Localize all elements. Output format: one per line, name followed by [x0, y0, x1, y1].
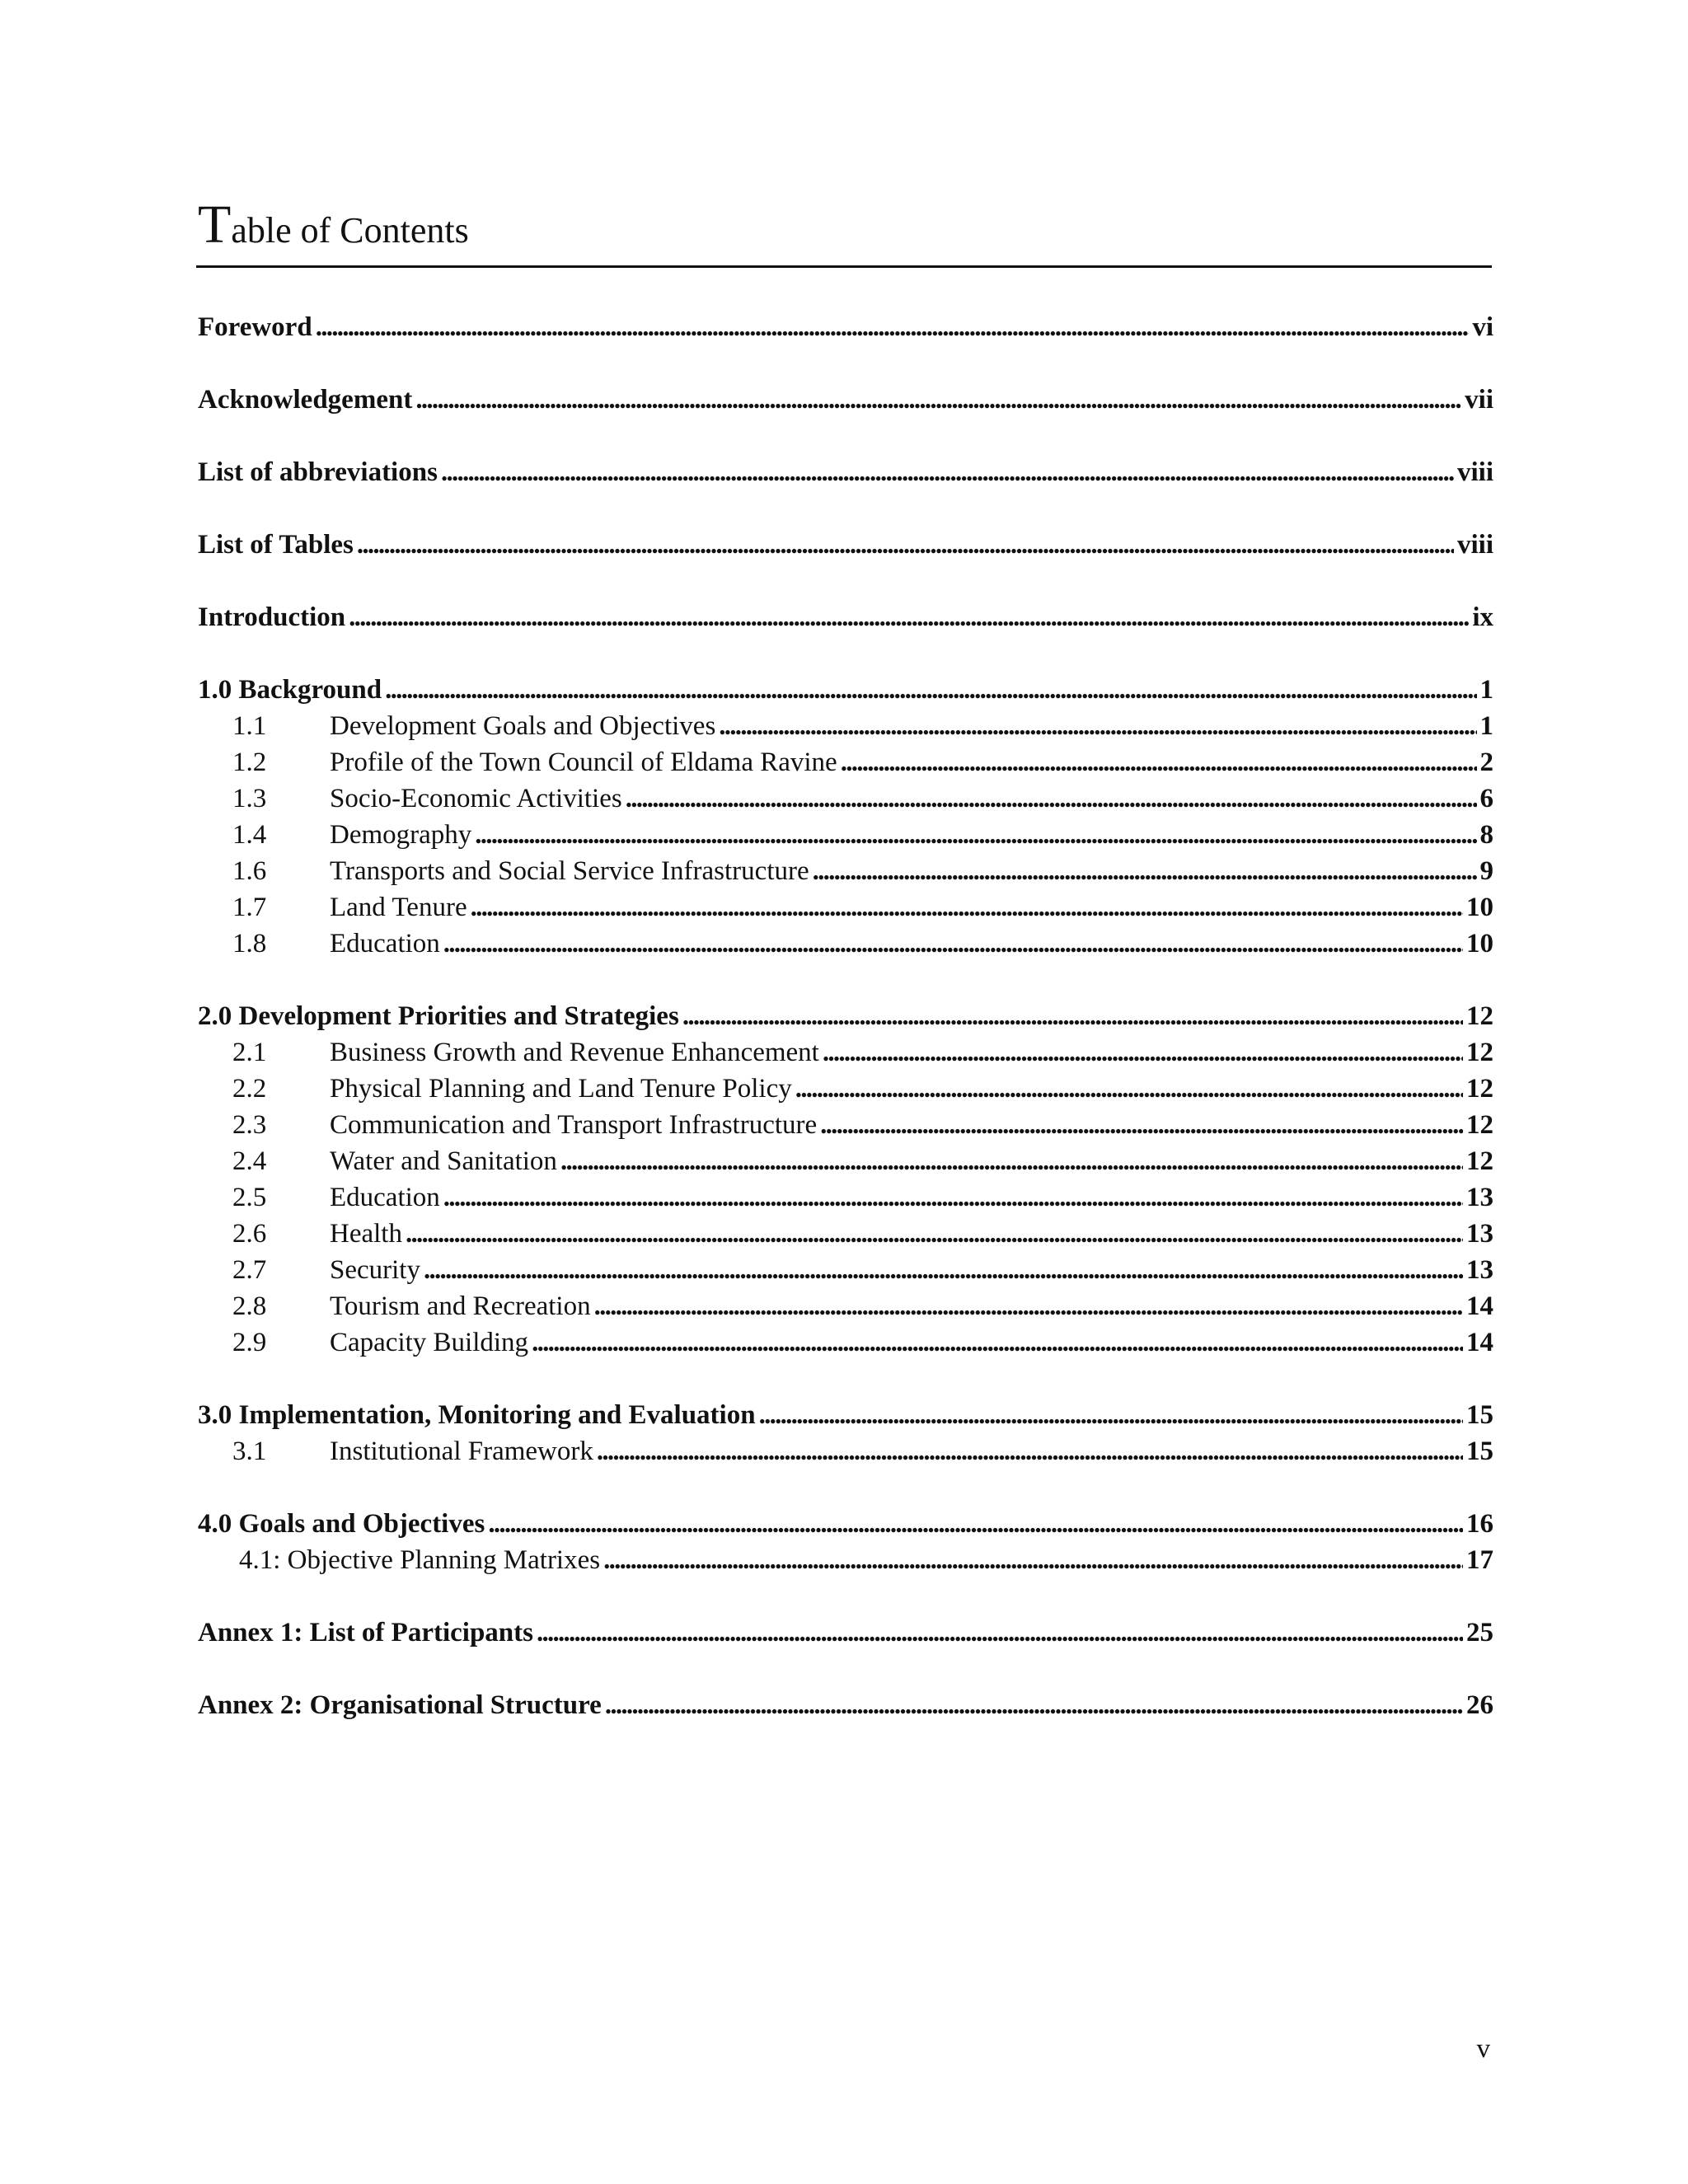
toc-entry[interactable]	[198, 853, 1493, 889]
toc-entry-page: 12	[1466, 1001, 1493, 1031]
toc-spacer	[198, 1361, 1493, 1397]
toc-spacer	[198, 1651, 1493, 1687]
toc-entry[interactable]	[198, 1107, 1493, 1143]
toc-entry-number: 1.1	[232, 711, 267, 741]
dot-leader	[823, 1034, 1463, 1071]
dot-leader	[471, 889, 1463, 926]
toc-entry-number: 1.4	[232, 820, 267, 850]
toc-entry-title: Tourism and Recreation	[330, 1291, 591, 1321]
dot-leader	[841, 744, 1477, 780]
toc-entry-page: vii	[1465, 385, 1493, 415]
dot-leader	[537, 1615, 1463, 1651]
toc-entry-number: 2.8	[232, 1291, 267, 1321]
toc-entry-number: 1.7	[232, 893, 267, 922]
toc-entry[interactable]	[198, 454, 1493, 490]
dot-leader	[560, 1143, 1463, 1179]
toc-entry[interactable]	[198, 599, 1493, 635]
toc-entry[interactable]	[198, 527, 1493, 563]
toc-entry[interactable]	[198, 817, 1493, 853]
toc-entry-number: 3.1	[232, 1436, 267, 1466]
toc-entry-number: 2.9	[232, 1328, 267, 1357]
dot-leader	[424, 1252, 1463, 1288]
toc-entry-title: Foreword	[198, 312, 312, 342]
toc-entry-page: 25	[1466, 1618, 1493, 1647]
toc-entry[interactable]	[198, 1252, 1493, 1288]
dot-leader	[626, 780, 1477, 817]
toc-entry-page: 12	[1466, 1038, 1493, 1067]
toc-entry-page: 12	[1466, 1146, 1493, 1176]
toc-entry[interactable]	[198, 1687, 1493, 1723]
dot-leader	[603, 1542, 1463, 1578]
toc-entry-title: Physical Planning and Land Tenure Policy	[330, 1074, 792, 1104]
toc-entry-page: 13	[1466, 1255, 1493, 1285]
toc-entry-page: 8	[1479, 820, 1493, 850]
toc-entry[interactable]	[198, 1542, 1493, 1578]
toc-entry[interactable]	[198, 998, 1493, 1034]
toc-entry-title: Profile of the Town Council of Eldama Ravine	[330, 748, 837, 777]
toc-entry-title: Transports and Social Service Infrastructure	[330, 856, 809, 886]
dot-leader	[532, 1324, 1463, 1361]
toc-spacer	[198, 490, 1493, 527]
toc-spacer	[198, 962, 1493, 998]
dot-leader	[475, 817, 1476, 853]
toc-entry-page: 10	[1466, 929, 1493, 958]
toc-entry-title: Institutional Framework	[330, 1436, 593, 1466]
toc-entry[interactable]	[198, 309, 1493, 345]
toc-entry-number: 2.4	[232, 1146, 267, 1176]
title-rest: able of Contents	[231, 210, 469, 251]
toc-entry[interactable]	[198, 1179, 1493, 1216]
toc-entry-number: 2.5	[232, 1183, 267, 1212]
toc-entry[interactable]	[198, 1034, 1493, 1071]
dot-leader	[813, 853, 1477, 889]
toc-entry-title: Communication and Transport Infrastructure	[330, 1110, 818, 1140]
toc-entry[interactable]	[198, 708, 1493, 744]
toc-entry-number: 1.6	[232, 856, 267, 886]
toc-entry-title: Education	[330, 1183, 440, 1212]
toc-entry-number: 2.3	[232, 1110, 267, 1140]
dot-leader	[443, 1179, 1463, 1216]
toc-entry[interactable]	[198, 1324, 1493, 1361]
toc-entry[interactable]	[198, 382, 1493, 418]
toc-entry-title: 1.0 Background	[198, 675, 382, 705]
dot-leader	[594, 1288, 1463, 1324]
toc-entry-page: 14	[1466, 1328, 1493, 1357]
toc-entry-page: 10	[1466, 893, 1493, 922]
toc-spacer	[198, 635, 1493, 672]
dot-leader	[385, 672, 1476, 708]
toc-entry-title: Security	[330, 1255, 420, 1285]
dot-leader	[406, 1216, 1463, 1252]
toc-entry-number: 2.1	[232, 1038, 267, 1067]
toc-entry[interactable]	[198, 1288, 1493, 1324]
toc-spacer	[198, 418, 1493, 454]
toc-entry[interactable]	[198, 1397, 1493, 1433]
page-title	[198, 194, 469, 255]
toc-entry[interactable]	[198, 1143, 1493, 1179]
dot-leader	[488, 1506, 1463, 1542]
toc-entry-number: 2.6	[232, 1219, 267, 1249]
dot-leader	[316, 309, 1470, 345]
toc-entry-number: 1.2	[232, 748, 267, 777]
dot-leader	[357, 527, 1454, 563]
toc-entry-page: 12	[1466, 1110, 1493, 1140]
toc-entry-title: Land Tenure	[330, 893, 467, 922]
toc-entry-number: 1.3	[232, 784, 267, 813]
toc-entry-title: Education	[330, 929, 440, 958]
toc-entry-page: 16	[1466, 1509, 1493, 1539]
toc-entry-page: 12	[1466, 1074, 1493, 1104]
table-of-contents	[198, 309, 1493, 1723]
toc-entry-page: 26	[1466, 1690, 1493, 1720]
toc-entry-page: 17	[1466, 1545, 1493, 1575]
toc-entry-title: 4.0 Goals and Objectives	[198, 1509, 485, 1539]
toc-spacer	[198, 1469, 1493, 1506]
toc-spacer	[198, 1578, 1493, 1615]
toc-entry-page: 15	[1466, 1436, 1493, 1466]
toc-entry-title: Water and Sanitation	[330, 1146, 557, 1176]
page-number: v	[1476, 2034, 1490, 2064]
toc-entry-page: 15	[1466, 1400, 1493, 1430]
dot-leader	[820, 1107, 1463, 1143]
toc-entry[interactable]	[198, 1216, 1493, 1252]
dot-leader	[415, 382, 1461, 418]
toc-entry[interactable]	[198, 1071, 1493, 1107]
toc-entry-title: List of Tables	[198, 530, 354, 560]
toc-entry[interactable]	[198, 1615, 1493, 1651]
toc-entry-title: List of abbreviations	[198, 457, 438, 487]
toc-entry-page: 6	[1479, 784, 1493, 813]
dot-leader	[682, 998, 1463, 1034]
toc-entry-title: Annex 1: List of Participants	[198, 1618, 533, 1647]
dot-leader	[349, 599, 1469, 635]
toc-entry-page: ix	[1472, 602, 1493, 632]
toc-entry-title: 2.0 Development Priorities and Strategies	[198, 1001, 679, 1031]
toc-entry-title: 4.1: Objective Planning Matrixes	[239, 1545, 601, 1575]
toc-entry-title: Business Growth and Revenue Enhancement	[330, 1038, 819, 1067]
toc-entry-number: 1.8	[232, 929, 267, 958]
dot-leader	[759, 1397, 1463, 1433]
toc-entry-title: Development Goals and Objectives	[330, 711, 716, 741]
toc-entry-number: 2.7	[232, 1255, 267, 1285]
toc-entry-page: viii	[1456, 457, 1493, 487]
toc-entry-title: 3.0 Implementation, Monitoring and Evaluation	[198, 1400, 756, 1430]
toc-entry-page: 2	[1479, 748, 1493, 777]
toc-entry-page: vi	[1472, 312, 1493, 342]
toc-entry[interactable]	[198, 889, 1493, 926]
dot-leader	[443, 926, 1463, 962]
dot-leader	[795, 1071, 1463, 1107]
toc-entry[interactable]	[198, 926, 1493, 962]
dot-leader	[719, 708, 1476, 744]
toc-entry-page: 1	[1479, 675, 1493, 705]
toc-entry[interactable]	[198, 744, 1493, 780]
toc-entry-title: Capacity Building	[330, 1328, 529, 1357]
toc-entry-title: Socio-Economic Activities	[330, 784, 622, 813]
toc-entry-number: 2.2	[232, 1074, 267, 1104]
title-rule	[196, 265, 1492, 268]
dot-leader	[441, 454, 1454, 490]
toc-entry-page: 13	[1466, 1183, 1493, 1212]
toc-spacer	[198, 563, 1493, 599]
toc-entry[interactable]	[198, 1433, 1493, 1469]
toc-entry-title: Annex 2: Organisational Structure	[198, 1690, 602, 1720]
toc-entry-page: viii	[1456, 530, 1493, 560]
toc-entry[interactable]	[198, 1506, 1493, 1542]
toc-entry-page: 9	[1479, 856, 1493, 886]
toc-spacer	[198, 345, 1493, 382]
toc-entry[interactable]	[198, 672, 1493, 708]
dot-leader	[597, 1433, 1463, 1469]
toc-entry-title: Demography	[330, 820, 472, 850]
toc-entry-page: 13	[1466, 1219, 1493, 1249]
toc-entry-page: 1	[1479, 711, 1493, 741]
dot-leader	[605, 1687, 1463, 1723]
toc-entry-page: 14	[1466, 1291, 1493, 1321]
toc-entry[interactable]	[198, 780, 1493, 817]
title-initial: T	[198, 194, 232, 255]
toc-entry-title: Acknowledgement	[198, 385, 413, 415]
toc-entry-title: Introduction	[198, 602, 346, 632]
toc-entry-title: Health	[330, 1219, 402, 1249]
